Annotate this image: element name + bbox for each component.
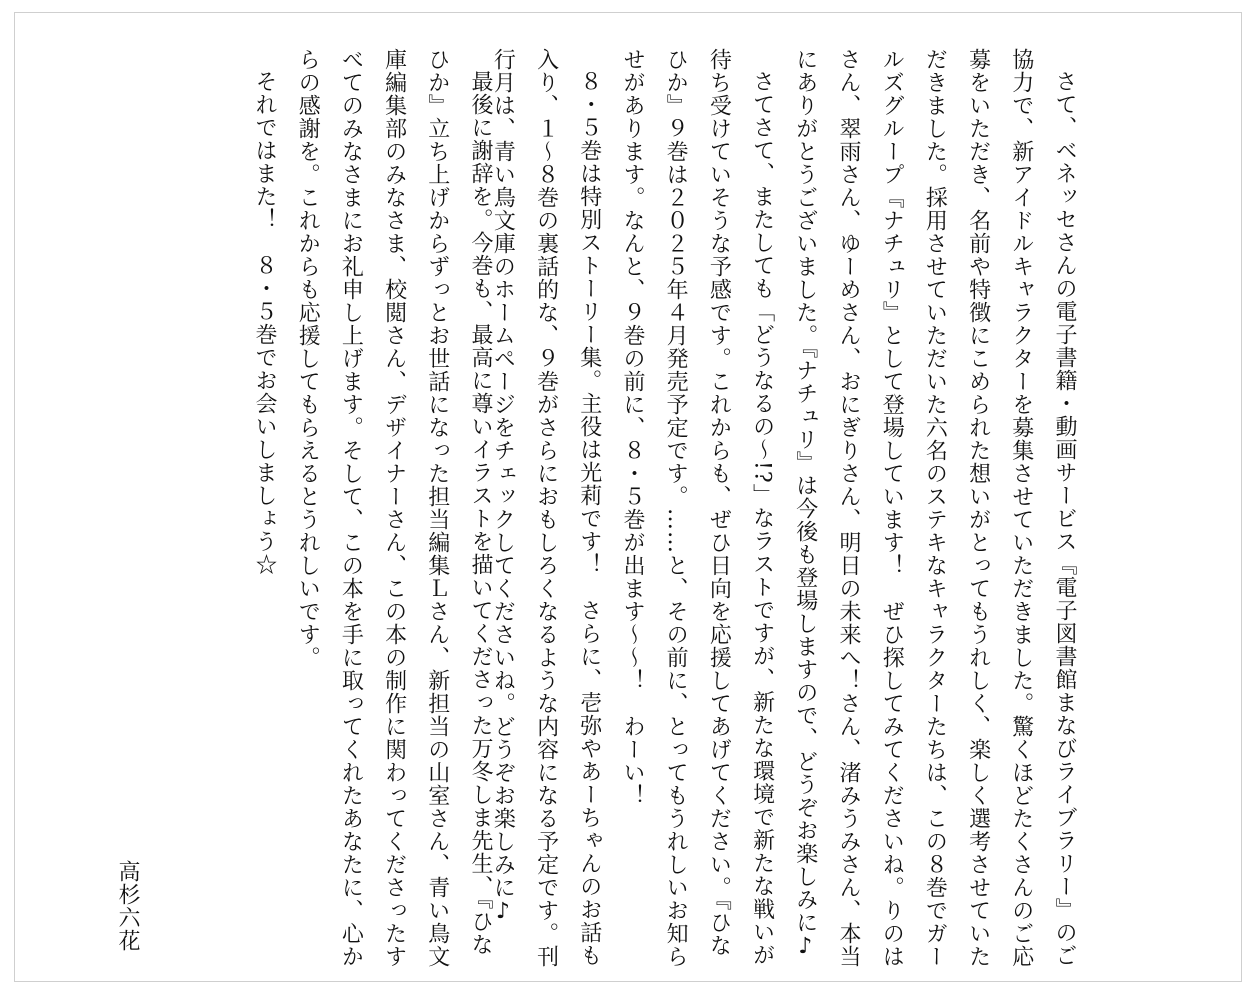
left-paragraph-1: 最後に謝辞を。今巻も、最高に尊いイラストを描いてくださった万冬しま先生、『ひなひか』立ち上げからずっとお世話になった担当編集Ｌさん、新担当の山室さん、青い鳥文庫編集部のみなさま、校閲さん、デザイナーさん、この本の制作に関わってくださったすべてのみなさまにお礼申し上げます。そして、この本を手に取ってくれたあなたに、心からの感謝を。これからも応援してもらえるとうれしいです。 — [295, 48, 493, 968]
right-paragraph-2: さてさて、またしても「どうなるの〜!?」なラストですが、新たな環境で新たな戦いが待ち受けていそうな予感です。これからも、ぜひ日向を応援してあげてください。『ひなひか』９巻は２０２５年４月発売予定です。……と、その前に、とってもうれしいお知らせがあります。なんと、９巻の前に、８・５巻が出ます〜〜！ わーい！ — [619, 48, 775, 968]
right-paragraph-3: ８・５巻は特別ストーリー集。主役は光莉です！ さらに、壱弥やあーちゃんのお話も入り、１〜８巻の裏話的な、９巻がさらにおもしろくなるような内容になる予定です。刊行月は、青い鳥文庫のホームページをチェックしてくださいね。どうぞお楽しみに♪ — [490, 48, 602, 968]
right-page — [490, 48, 1086, 968]
author-signature: 高杉六花 — [115, 860, 140, 952]
right-paragraph-1: さて、ベネッセさんの電子書籍・動画サービス『電子図書館まなびライブラリー』のご協力で、新アイドルキャラクターを募集させていただきました。驚くほどたくさんのご応募をいただき、名前や特徴にこめられた想いがとってもうれしく、楽しく選考させていただきました。採用させていただいた六名のステキなキャラクターたちは、この８巻でガールズグループ『ナチュリ』として登場しています！ ぜひ探してみてくださいね。りのはさん、翠雨さん、ゆーめさん、おにぎりさん、明日の未来へ！さん、渚みうみさん、本当にありがとうございました。『ナチュリ』は今後も登場しますので、どうぞお楽しみに♪ — [792, 48, 1077, 968]
left-paragraph-2: それではまた！ ８・５巻でお会いしましょう☆ — [251, 70, 277, 576]
left-page — [132, 48, 502, 968]
